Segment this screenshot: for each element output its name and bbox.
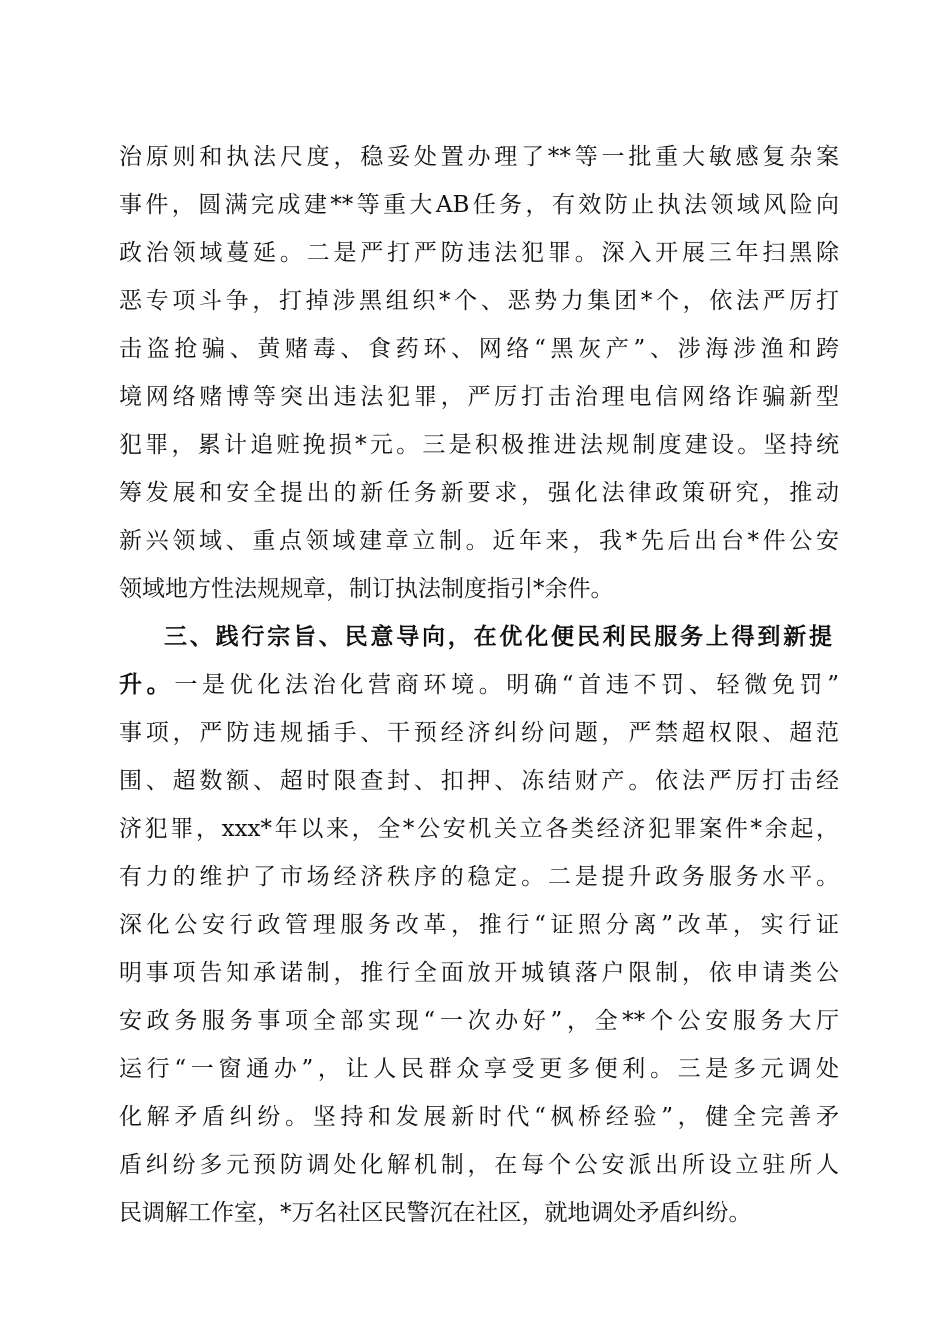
- paragraph-2-line-10: 化解矛盾纠纷。坚持和发展新时代“枫桥经验”，健全完善矛: [119, 1104, 839, 1130]
- paragraph-2-line-12: 民调解工作室，*万名社区民警沉在社区，就地调处矛盾纠纷。: [119, 1200, 752, 1226]
- paragraph-2-line-1: [119, 665, 839, 705]
- paragraph-1-line-10: 领域地方性法规规章，制订执法制度指引*余件。: [119, 576, 614, 602]
- paragraph-1-line-2: 事件，圆满完成建**等重大AB任务，有效防止执法领域风险向: [119, 192, 839, 218]
- paragraph-1-line-6: 境网络赌博等突出违法犯罪，严厉打击治理电信网络诈骗新型: [119, 384, 839, 410]
- paragraph-2-line-2: 事项，严防违规插手、干预经济纠纷问题，严禁超权限、超范: [119, 720, 839, 746]
- paragraph-2-line-8: 安政务服务事项全部实现“一次办好”，全**个公安服务大厅: [119, 1008, 839, 1034]
- paragraph-1-line-9: 新兴领域、重点领域建章立制。近年来，我*先后出台*件公安: [119, 528, 839, 554]
- section-heading: 三、践行宗旨、民意导向，在优化便民利民服务上得到新提: [164, 624, 832, 650]
- paragraph-1-line-8: 筹发展和安全提出的新任务新要求，强化法律政策研究，推动: [119, 480, 839, 506]
- paragraph-2-line-11: 盾纠纷多元预防调处化解机制，在每个公安派出所设立驻所人: [119, 1152, 839, 1178]
- paragraph-2-line-1-text: 一是优化法治化营商环境。明确“首违不罚、轻微免罚”: [174, 672, 839, 698]
- paragraph-2-line-9: 运行“一窗通办”，让人民群众享受更多便利。三是多元调处: [119, 1056, 839, 1082]
- paragraph-1-line-5: 击盗抢骗、黄赌毒、食药环、网络“黑灰产”、涉海涉渔和跨: [119, 336, 839, 362]
- paragraph-2-line-7: 明事项告知承诺制，推行全面放开城镇落户限制，依申请类公: [119, 960, 839, 986]
- paragraph-2-line-3: 围、超数额、超时限查封、扣押、冻结财产。依法严厉打击经: [119, 768, 839, 794]
- paragraph-1-line-1: 治原则和执法尺度，稳妥处置办理了**等一批重大敏感复杂案: [119, 144, 839, 170]
- section-heading-end: 升。: [119, 672, 175, 698]
- paragraph-2-line-6: 深化公安行政管理服务改革，推行“证照分离”改革，实行证: [119, 912, 839, 938]
- paragraph-2-line-4: 济犯罪，xxx*年以来，全*公安机关立各类经济犯罪案件*余起，: [119, 816, 839, 842]
- paragraph-1-line-4: 恶专项斗争，打掉涉黑组织*个、恶势力集团*个，依法严厉打: [119, 288, 839, 314]
- paragraph-1-line-7: 犯罪，累计追赃挽损*元。三是积极推进法规制度建设。坚持统: [119, 432, 839, 458]
- paragraph-2-line-5: 有力的维护了市场经济秩序的稳定。二是提升政务服务水平。: [119, 864, 839, 890]
- paragraph-1-line-3: 政治领域蔓延。二是严打严防违法犯罪。深入开展三年扫黑除: [119, 240, 839, 266]
